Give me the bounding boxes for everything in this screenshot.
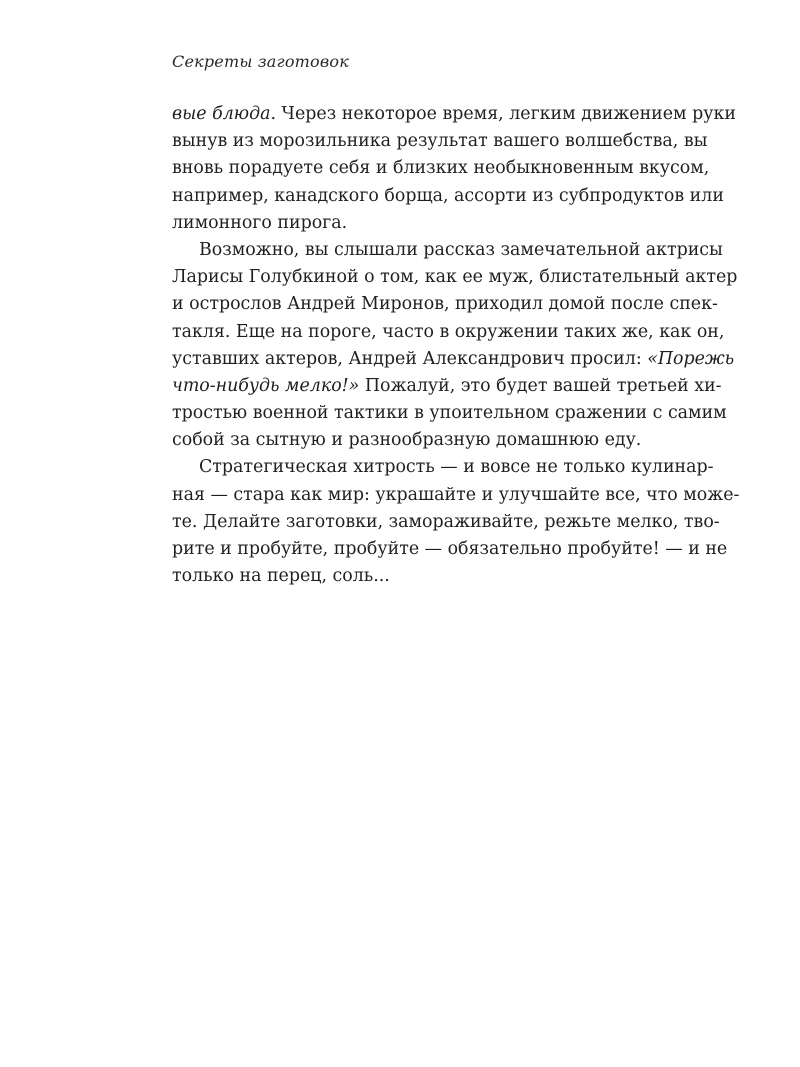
text-run: . Через некоторое время, легким движением руки: [270, 104, 736, 124]
text-run: рите и пробуйте, пробуйте — обязательно пробуйте! — и не: [172, 539, 728, 559]
text-run: Возможно, вы слышали рассказ замечательной актрисы: [199, 239, 723, 260]
italic-run: вые блюда: [172, 104, 271, 124]
text-line: [172, 509, 720, 536]
text-line: [172, 128, 708, 155]
text-line: [172, 264, 738, 291]
italic-run: «Порежь: [647, 348, 735, 369]
text-run: вновь порадуете себя и близких необыкновенным вкусом,: [172, 158, 710, 179]
paragraph-1: [172, 101, 736, 237]
text-line: [172, 183, 724, 210]
text-run: например, канадского борща, ассорти из субпродуктов или: [172, 185, 724, 206]
paragraph-3: [172, 454, 740, 590]
text-line: [172, 427, 698, 454]
text-run: те. Делайте заготовки, замораживайте, режьте мелко, тво-: [172, 511, 720, 532]
text-run: уставших актеров, Андрей Александрович просил:: [172, 348, 648, 369]
text-line: [172, 373, 722, 400]
text-run: собой за сытную и разнообразную домашнюю еду.: [172, 430, 642, 451]
text-run: Ларисы Голубкиной о том, как ее муж, блистательный актер: [172, 267, 738, 288]
text-line: [172, 291, 718, 318]
text-line: [172, 400, 727, 427]
text-run: Пожалуй, это будет вашей третьей хи-: [359, 375, 722, 396]
text-run: такля. Еще на пороге, часто в окружении таких же, как он,: [172, 321, 725, 342]
text-line: [172, 210, 698, 237]
text-run: ная — стара как мир: украшайте и улучшайте все, что може-: [172, 484, 740, 505]
text-run: лимонного пирога.: [172, 212, 348, 233]
paragraph-2: [172, 237, 738, 455]
body-text: [172, 101, 740, 590]
text-run: вынув из морозильника результат вашего волшебства, вы: [172, 131, 708, 152]
text-line: [172, 454, 714, 481]
text-line: [172, 536, 728, 563]
text-line: [172, 101, 736, 128]
text-line: [172, 319, 725, 346]
text-run: и острослов Андрей Миронов, приходил домой после спек-: [172, 294, 718, 315]
running-head: Секреты заготовок: [172, 52, 349, 71]
text-run: тростью военной тактики в упоительном сражении с самим: [172, 403, 727, 424]
italic-run: что-нибудь мелко!»: [172, 375, 360, 396]
text-line: [172, 482, 740, 509]
text-line: [172, 237, 723, 264]
text-line: [172, 155, 710, 182]
text-run: только на перец, соль...: [172, 566, 390, 587]
text-run: Стратегическая хитрость — и вовсе не только кулинар-: [199, 457, 714, 478]
text-line: [172, 346, 735, 373]
text-line: [172, 563, 698, 590]
